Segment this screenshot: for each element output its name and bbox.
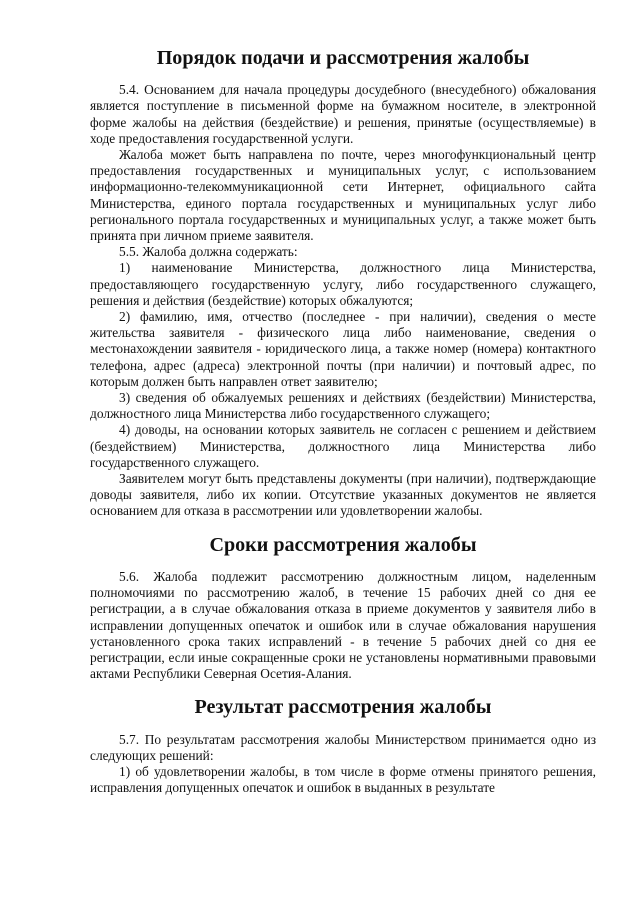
list-item-2: 2) фамилию, имя, отчество (последнее - при наличии), сведения о месте жительства заявителя - физического лица либо наименование, сведения о местонахождении заявителя - юридического лица, а также номер (номера) контактного телефона, адрес (адреса) электронной почты (при наличии) и почтовый адрес, по которым должен быть направлен ответ заявителю; [90,309,596,389]
paragraph-submission-channels: Жалоба может быть направлена по почте, через многофункциональный центр предоставления государственных и муниципальных услуг, с использованием информационно-телекоммуникационной сети Интернет, официального сайта Министерства, единого портала государственных и муниципальных услуг либо регионального портала государственных и муниципальных услуг, а также может быть принята при личном приеме заявителя. [90,147,596,244]
section-heading-complaint-procedure: Порядок подачи и рассмотрения жалобы [156,47,530,69]
section-heading-review-terms: Сроки рассмотрения жалобы [209,533,477,556]
paragraph-5-7: 5.7. По результатам рассмотрения жалобы Министерством принимается одно из следующих решений: [90,731,596,763]
paragraph-5-4: 5.4. Основанием для начала процедуры досудебного (внесудебного) обжалования является поступление в письменной форме на бумажном носителе, в электронной форме жалобы на действия (бездействие) и решения, принятые (осуществляемые) в ходе предоставления государственной услуги. [90,82,596,146]
list-item-3: 3) сведения об обжалуемых решениях и действиях (бездействии) Министерства, должностного лица Министерства либо государственного служащего; [90,390,596,422]
section-heading-review-result: Результат рассмотрения жалобы [194,696,492,719]
paragraph-5-6: 5.6. Жалоба подлежит рассмотрению должностным лицом, наделенным полномочиями по рассмотрению жалоб, в течение 15 рабочих дней со дня ее регистрации, а в случае обжалования отказа в приеме документов у заявителя либо в исправлении допущенных опечаток и ошибок или в случае обжалования нарушения установленного срока таких исправлений - в течение 5 рабочих дней со дня ее регистрации, если иные сокращенные сроки не установлены нормативными правовыми актами Республики Северная Осетия-Алания. [90,568,596,682]
list-item-decision-1: 1) об удовлетворении жалобы, в том числе в форме отмены принятого решения, исправления допущенных опечаток и ошибок в выданных в результате [90,763,596,796]
document-page [90,47,596,796]
paragraph-supporting-documents: Заявителем могут быть представлены документы (при наличии), подтверждающие доводы заявителя, либо их копии. Отсутствие указанных документов не является основанием для отказа в рассмотрении или удовлетворении жалобы. [90,471,596,519]
paragraph-5-5: 5.5. Жалоба должна содержать: [119,244,298,260]
list-item-1: 1) наименование Министерства, должностного лица Министерства, предоставляющего государственную услугу, либо государственного служащего, решения и действия (бездействие) которых обжалуются; [90,260,596,308]
list-item-4: 4) доводы, на основании которых заявитель не согласен с решением и действием (бездействием) Министерства, должностного лица Министерства либо государственного служащего. [90,422,596,470]
